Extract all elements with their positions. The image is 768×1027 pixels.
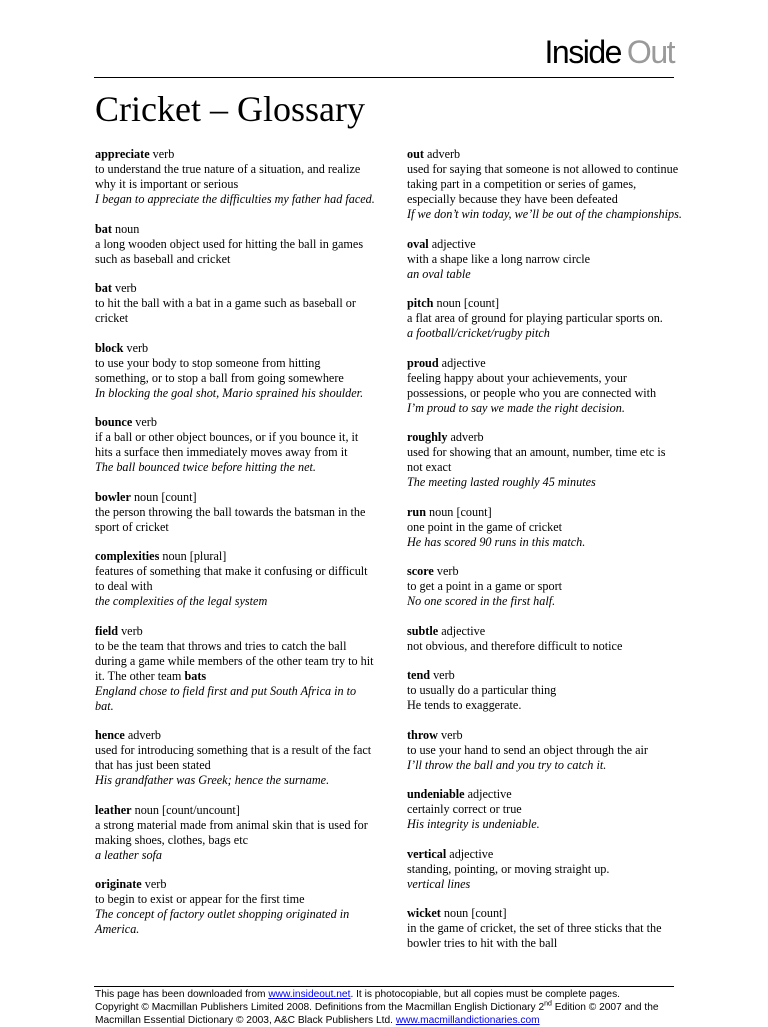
glossary-entry [95, 222, 375, 267]
entry-definition-text: not obvious, and therefore difficult to notice [407, 638, 623, 653]
entry-example: His integrity is undeniable. [407, 817, 540, 831]
entry-part-of-speech: adjective [441, 355, 486, 370]
entry-definition-text: used for saying that someone is not allowed to continue taking part in a competition or series of games, especially because they have been defeated [407, 162, 679, 206]
entry-definition-text: in the game of cricket, the set of three sticks that the bowler tries to hit with the ball [407, 921, 662, 950]
entry-part-of-speech: noun [count/uncount] [134, 802, 240, 817]
footer-line-3 [95, 1014, 685, 1027]
entry-heading [407, 906, 683, 921]
entry-part-of-speech: verb [126, 340, 149, 355]
entry-headword: originate [95, 877, 142, 891]
entry-headword: subtle [407, 623, 439, 638]
entry-part-of-speech: adjective [441, 623, 486, 638]
entry-definition-text: to use your hand to send an object through the air [407, 742, 648, 757]
entry-definition [95, 818, 375, 848]
entry-definition-text: features of something that make it confusing or difficult to deal with [95, 564, 368, 593]
entry-part-of-speech: adverb [127, 728, 162, 742]
entry-definition-text: to get a point in a game or sport [407, 579, 563, 593]
logo-word-inside: Inside [544, 34, 621, 70]
entry-definition-text: used for showing that an amount, number, time etc is not exact [407, 445, 666, 474]
glossary-entry [407, 505, 683, 550]
entry-headword: vertical [407, 846, 447, 861]
entry-heading [407, 430, 683, 445]
footer [95, 988, 685, 1027]
entry-definition-text: to hit the ball with a bat in a game such as baseball or cricket [95, 296, 356, 325]
entry-definition-text: a flat area of ground for playing particular sports on. [407, 311, 663, 325]
entry-headword: bowler [95, 489, 131, 504]
entry-definition [407, 921, 683, 951]
entry-example: England chose to field first and put South Africa in to bat. [95, 683, 357, 713]
entry-definition-text: standing, pointing, or moving straight up. [407, 861, 610, 876]
entry-headword: leather [95, 802, 132, 817]
entry-definition [407, 371, 683, 401]
entry-definition [95, 237, 375, 267]
entry-part-of-speech: verb [114, 281, 137, 295]
entry-heading [407, 787, 683, 802]
entry-headword: undeniable [407, 787, 465, 801]
entry-heading [95, 877, 375, 892]
glossary-entry [407, 787, 683, 832]
entry-part-of-speech: noun [count] [436, 296, 500, 310]
entry-headword: out [407, 147, 424, 161]
glossary-entry [95, 803, 375, 863]
entry-definition [407, 862, 683, 877]
entry-example: I’m proud to say we made the right decision. [407, 400, 625, 415]
entry-part-of-speech: adverb [450, 430, 484, 444]
entry-definition [95, 743, 375, 773]
entry-heading [95, 728, 375, 743]
glossary-entry [95, 877, 375, 937]
entry-part-of-speech: verb [436, 564, 459, 578]
entry-part-of-speech: adjective [449, 846, 494, 861]
entry-part-of-speech: verb [152, 147, 175, 161]
entry-definition [407, 639, 683, 654]
glossary-entry [95, 490, 375, 535]
glossary-entry [407, 847, 683, 892]
entry-part-of-speech: noun [114, 221, 140, 236]
entry-example: the complexities of the legal system [95, 594, 268, 608]
entry-example: The ball bounced twice before hitting the net. [95, 460, 316, 474]
entry-definition [407, 311, 683, 326]
entry-part-of-speech: noun [plural] [162, 549, 227, 563]
entry-definition [95, 162, 375, 192]
glossary-entry [95, 549, 375, 609]
entry-example: His grandfather was Greek; hence the surname. [95, 773, 330, 787]
entry-headword: appreciate [95, 147, 150, 161]
entry-definition-text: feeling happy about your achievements, your possessions, or people who you are connected with [407, 370, 657, 400]
entry-definition [95, 296, 375, 326]
entry-example: a football/cricket/rugby pitch [407, 326, 550, 340]
entry-definition [95, 430, 375, 460]
entry-part-of-speech: verb [440, 727, 463, 742]
logo-word-out: Out [626, 34, 674, 70]
inside-out-logo [545, 36, 674, 68]
entry-headword: tend [407, 668, 431, 682]
glossary-entry [95, 728, 375, 788]
entry-headword: wicket [407, 906, 441, 920]
entry-heading [95, 341, 375, 356]
entry-part-of-speech: noun [count] [443, 906, 507, 920]
glossary-entry [407, 356, 683, 416]
entry-definition-text: to understand the true nature of a situation, and realize why it is important or serious [95, 162, 361, 191]
insideout-link[interactable]: www.insideout.net [268, 989, 351, 1000]
entry-heading [407, 847, 683, 862]
entry-headword: hence [95, 728, 125, 742]
entry-part-of-speech: verb [121, 623, 143, 638]
entry-example: a leather sofa [95, 847, 163, 862]
entry-part-of-speech: adverb [426, 147, 461, 161]
entry-headword: score [407, 564, 434, 578]
entry-definition-bold: bats [184, 668, 207, 683]
entry-heading [95, 222, 375, 237]
entry-definition-text: a long wooden object used for hitting the ball in games such as baseball and cricket [95, 236, 364, 266]
entry-heading [95, 147, 375, 162]
entry-definition-text: to begin to exist or appear for the first time [95, 892, 305, 906]
entry-part-of-speech: verb [433, 668, 455, 682]
entry-headword: field [95, 623, 119, 638]
entry-example: If we don’t win today, we’ll be out of the championships. [407, 207, 682, 221]
entry-headword: block [95, 340, 124, 355]
entry-headword: bounce [95, 415, 133, 429]
glossary-entry [407, 237, 683, 282]
entry-definition [407, 520, 683, 535]
entry-heading [407, 624, 683, 639]
glossary-entry [407, 624, 683, 654]
entry-heading [95, 415, 375, 430]
entry-heading [407, 147, 683, 162]
entry-part-of-speech: verb [144, 877, 167, 891]
glossary-column-right [407, 147, 683, 966]
glossary-entry [407, 147, 683, 222]
entry-definition-text: if a ball or other object bounces, or if you bounce it, it hits a surface then immediately moves away from it [95, 430, 359, 459]
glossary-entry [407, 296, 683, 341]
entry-headword: complexities [95, 549, 160, 563]
entry-example: The concept of factory outlet shopping originated in America. [95, 907, 350, 936]
footer-text: Copyright © Macmillan Publishers Limited 2008. Definitions from the Macmillan English Dictionary 2 [95, 1002, 545, 1013]
entry-headword: run [407, 504, 426, 519]
entry-definition [95, 505, 375, 535]
entry-definition [407, 579, 683, 594]
entry-definition [407, 683, 683, 698]
entry-part-of-speech: adjective [467, 787, 512, 801]
entry-example: In blocking the goal shot, Mario sprained his shoulder. [95, 385, 364, 400]
glossary-entry [95, 147, 375, 207]
entry-example: I began to appreciate the difficulties my father had faced. [95, 192, 375, 206]
glossary-entry [95, 281, 375, 326]
glossary-entry [95, 341, 375, 401]
entry-definition-text: with a shape like a long narrow circle [407, 251, 591, 266]
entry-definition-text: one point in the game of cricket [407, 519, 562, 534]
entry-definition [407, 445, 683, 475]
entry-heading [407, 728, 683, 743]
entry-example: He tends to exaggerate. [407, 698, 522, 712]
entry-headword: oval [407, 236, 429, 251]
entry-definition [407, 743, 683, 758]
glossary-entry [407, 728, 683, 773]
glossary-entry [407, 906, 683, 951]
entry-heading [407, 564, 683, 579]
entry-part-of-speech: verb [135, 415, 157, 429]
glossary-entry [407, 430, 683, 490]
entry-heading [95, 281, 375, 296]
entry-heading [407, 356, 683, 371]
entry-definition-text: used for introducing something that is a result of the fact that has just been stated [95, 743, 372, 772]
footer-text: Macmillan Essential Dictionary © 2003, A&C Black Publishers Ltd. [95, 1015, 396, 1026]
entry-example: I’ll throw the ball and you try to catch it. [407, 757, 607, 772]
entry-example: The meeting lasted roughly 45 minutes [407, 475, 596, 489]
entry-example: He has scored 90 runs in this match. [407, 534, 586, 549]
entry-definition [407, 252, 683, 267]
footer-divider [94, 986, 674, 987]
entry-definition-text: a strong material made from animal skin that is used for making shoes, clothes, bags etc [95, 817, 368, 847]
glossary-entry [407, 564, 683, 609]
entry-definition [95, 639, 375, 684]
entry-definition-text: to usually do a particular thing [407, 683, 557, 697]
entry-example: an oval table [407, 266, 471, 281]
entry-heading [407, 668, 683, 683]
footer-line-1 [95, 988, 685, 1001]
entry-heading [95, 624, 375, 639]
entry-headword: pitch [407, 296, 434, 310]
entry-headword: bat [95, 221, 112, 236]
entry-heading [95, 490, 375, 505]
entry-definition [95, 564, 375, 594]
footer-text: . It is photocopiable, but all copies must be complete pages. [350, 989, 620, 1000]
entry-definition [407, 162, 683, 207]
entry-example: No one scored in the first half. [407, 594, 556, 608]
entry-definition-text: to be the team that throws and tries to catch the ball during a game while members of the other team try to hit it. The other team [95, 638, 374, 683]
glossary-entry [95, 415, 375, 475]
glossary-column-left [95, 147, 375, 952]
entry-definition [407, 802, 683, 817]
entry-part-of-speech: noun [count] [429, 504, 492, 519]
entry-heading [95, 803, 375, 818]
entry-headword: throw [407, 727, 438, 742]
glossary-entry [95, 624, 375, 714]
entry-definition [95, 356, 375, 386]
entry-heading [407, 296, 683, 311]
entry-part-of-speech: noun [count] [133, 489, 197, 504]
entry-definition [95, 892, 375, 907]
entry-heading [407, 505, 683, 520]
entry-headword: bat [95, 281, 112, 295]
entry-example: vertical lines [407, 876, 471, 891]
footer-text: Edition © 2007 and the [551, 1002, 659, 1013]
page-title: Cricket – Glossary [95, 89, 365, 129]
footer-text: This page has been downloaded from [95, 989, 269, 1000]
entry-definition-text: the person throwing the ball towards the batsman in the sport of cricket [95, 504, 366, 534]
entry-heading [95, 549, 375, 564]
macmillan-dictionaries-link[interactable]: www.macmillandictionaries.com [395, 1015, 540, 1026]
footer-line-2 [95, 1001, 685, 1014]
glossary-entry [407, 668, 683, 713]
entry-heading [407, 237, 683, 252]
entry-headword: roughly [407, 430, 448, 444]
entry-headword: proud [407, 355, 439, 370]
entry-definition-text: certainly correct or true [407, 802, 522, 816]
footer-superscript: nd [544, 1000, 552, 1008]
entry-part-of-speech: adjective [431, 236, 476, 251]
header-divider [94, 77, 674, 78]
entry-definition-text: to use your body to stop someone from hitting something, or to stop a ball from going somewhere [95, 355, 344, 385]
